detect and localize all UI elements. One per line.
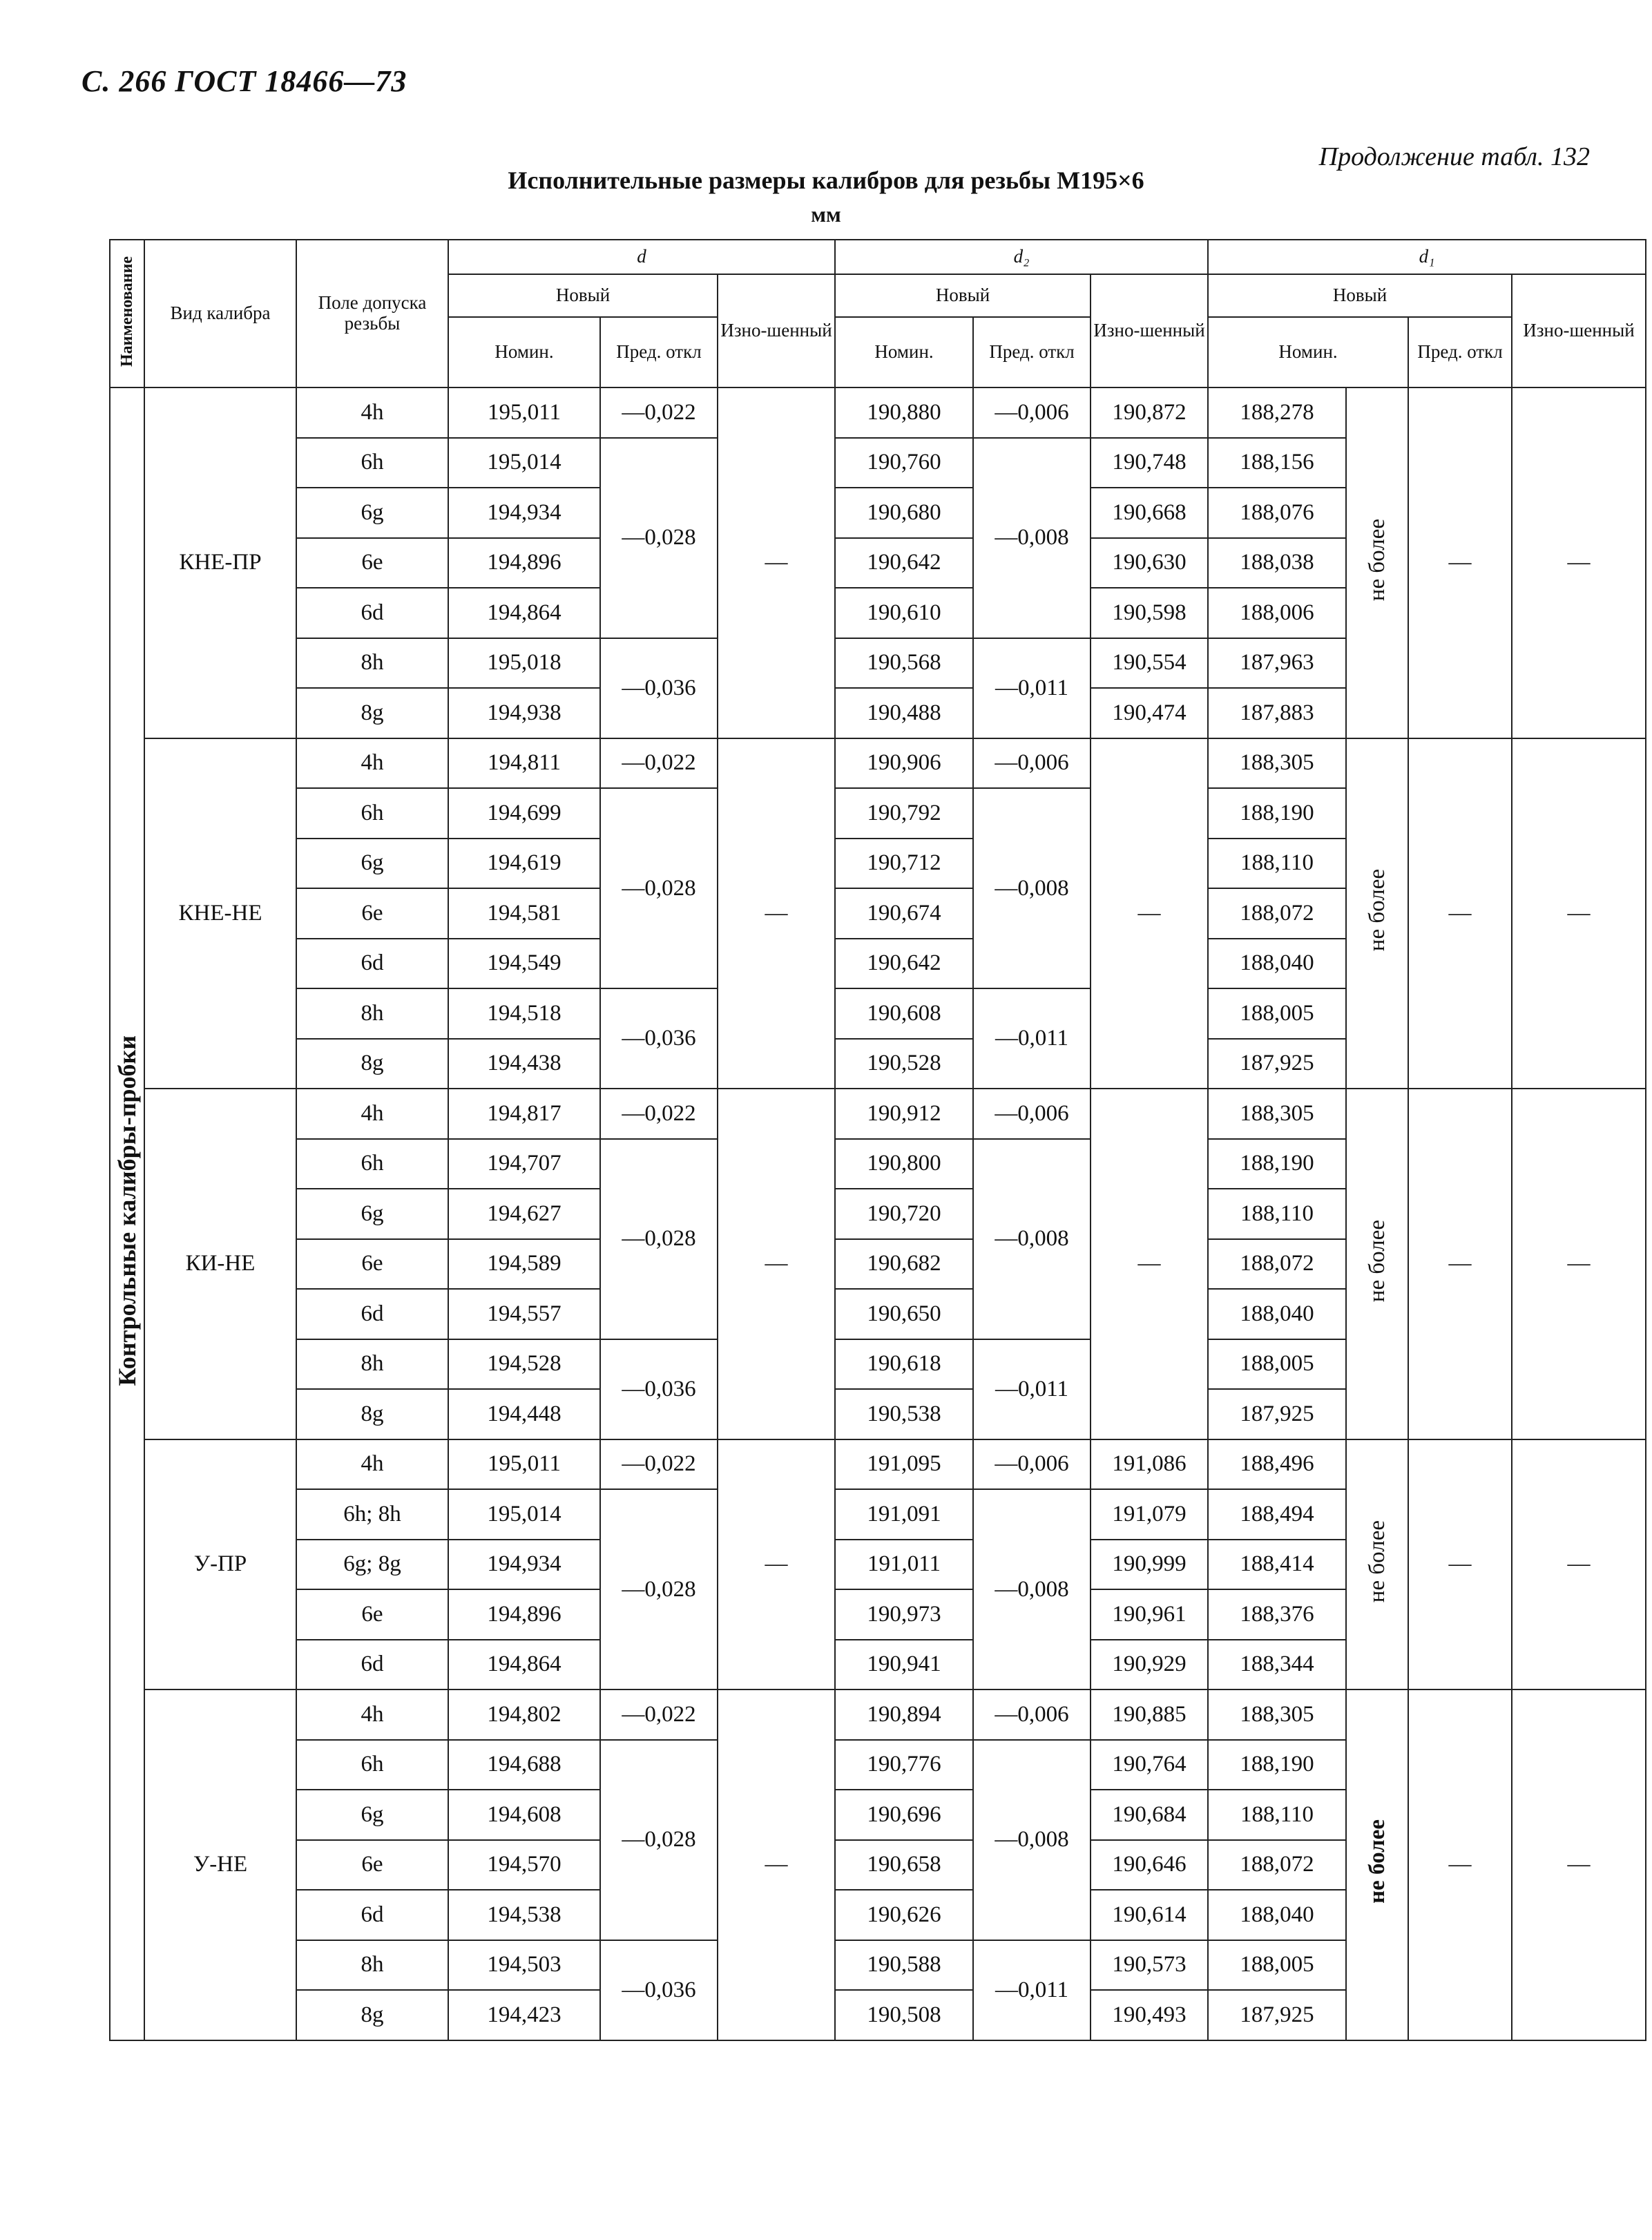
d-nominal: 194,811 xyxy=(448,738,600,789)
calibre-dimensions-table xyxy=(109,239,1646,2041)
d1-nominal: 188,006 xyxy=(1208,588,1346,638)
d2-nominal: 190,508 xyxy=(835,1990,973,2040)
d-nominal: 195,011 xyxy=(448,387,600,438)
table-title: Исполнительные размеры калибров для резьбы М195×6 xyxy=(508,166,1144,194)
d2-worn: 190,668 xyxy=(1091,488,1208,538)
d1-nominal: 188,278 xyxy=(1208,387,1346,438)
d2-worn: 190,646 xyxy=(1091,1840,1208,1890)
d1-nominal: 188,494 xyxy=(1208,1489,1346,1540)
d2-worn: 190,748 xyxy=(1091,438,1208,488)
header-d1: d₁ xyxy=(1208,240,1646,274)
d-worn: — xyxy=(718,1689,835,2040)
d1-deviation: — xyxy=(1408,1689,1512,2040)
calibre-type: КИ-НЕ xyxy=(144,1089,296,1439)
d2-worn: — xyxy=(1091,738,1208,1089)
d2-worn: 191,079 xyxy=(1091,1489,1208,1540)
d1-nominal: 188,072 xyxy=(1208,1239,1346,1290)
d2-nominal: 191,095 xyxy=(835,1439,973,1490)
tolerance-field: 6d xyxy=(296,1640,448,1690)
d-nominal: 194,503 xyxy=(448,1940,600,1991)
tolerance-field: 6e xyxy=(296,1589,448,1640)
d-worn: — xyxy=(718,1089,835,1439)
d2-worn: 190,630 xyxy=(1091,538,1208,588)
d2-nominal: 190,800 xyxy=(835,1139,973,1189)
tolerance-field: 6e xyxy=(296,1239,448,1290)
d-nominal: 194,864 xyxy=(448,1640,600,1690)
tolerance-field: 6d xyxy=(296,588,448,638)
d2-deviation: —0,006 xyxy=(973,1439,1091,1490)
d1-nominal: 188,110 xyxy=(1208,1189,1346,1239)
d2-deviation: —0,008 xyxy=(973,1489,1091,1689)
d-deviation: —0,022 xyxy=(600,1089,718,1139)
d1-nominal: 188,040 xyxy=(1208,1289,1346,1339)
d1-nominal: 188,190 xyxy=(1208,1139,1346,1189)
d-nominal: 194,549 xyxy=(448,939,600,989)
d2-nominal: 190,682 xyxy=(835,1239,973,1290)
d2-nominal: 190,941 xyxy=(835,1640,973,1690)
tolerance-field: 6g xyxy=(296,488,448,538)
d-nominal: 194,608 xyxy=(448,1790,600,1840)
d-deviation: —0,028 xyxy=(600,788,718,988)
d1-nominal: 188,005 xyxy=(1208,1940,1346,1991)
tolerance-field: 6e xyxy=(296,538,448,588)
d2-worn: 190,598 xyxy=(1091,588,1208,638)
d1-nominal: 188,190 xyxy=(1208,1740,1346,1790)
tolerance-field: 8h xyxy=(296,1940,448,1991)
header-d1-worn: Изно-шенный xyxy=(1512,274,1646,387)
d1-nominal: 188,156 xyxy=(1208,438,1346,488)
d-nominal: 194,518 xyxy=(448,988,600,1039)
ne-bolee-cell xyxy=(1346,1089,1408,1439)
d2-deviation: —0,006 xyxy=(973,1689,1091,1740)
d2-worn: 190,474 xyxy=(1091,688,1208,738)
group-label: Контрольные калибры-пробки xyxy=(113,1035,141,1386)
d1-deviation: — xyxy=(1408,1089,1512,1439)
header-d1-pred: Пред. откл xyxy=(1408,317,1512,387)
calibre-type: КНЕ-ПР xyxy=(144,387,296,738)
d2-deviation: —0,008 xyxy=(973,1740,1091,1940)
d2-nominal: 190,568 xyxy=(835,638,973,689)
header-pole-dopuska: Поле допуска резьбы xyxy=(296,240,448,387)
d1-nominal: 188,305 xyxy=(1208,1089,1346,1139)
d2-worn: 190,764 xyxy=(1091,1740,1208,1790)
d-deviation: —0,022 xyxy=(600,1689,718,1740)
d-nominal: 195,014 xyxy=(448,1489,600,1540)
d-worn: — xyxy=(718,387,835,738)
d-nominal: 195,014 xyxy=(448,438,600,488)
header-d2: d₂ xyxy=(835,240,1208,274)
tolerance-field: 6h xyxy=(296,788,448,839)
d2-worn: 190,961 xyxy=(1091,1589,1208,1640)
d2-nominal: 191,091 xyxy=(835,1489,973,1540)
d2-nominal: 190,712 xyxy=(835,839,973,889)
d2-nominal: 190,792 xyxy=(835,788,973,839)
d1-nominal: 188,344 xyxy=(1208,1640,1346,1690)
tolerance-field: 6h xyxy=(296,1139,448,1189)
d-deviation: —0,036 xyxy=(600,988,718,1089)
d2-worn: 190,929 xyxy=(1091,1640,1208,1690)
d-nominal: 194,699 xyxy=(448,788,600,839)
d-nominal: 194,938 xyxy=(448,688,600,738)
d2-nominal: 190,696 xyxy=(835,1790,973,1840)
d-nominal: 194,589 xyxy=(448,1239,600,1290)
d1-nominal: 188,110 xyxy=(1208,1790,1346,1840)
tolerance-field: 6d xyxy=(296,1890,448,1940)
ne-bolee-cell xyxy=(1346,1689,1408,2040)
d-nominal: 194,934 xyxy=(448,488,600,538)
d2-nominal: 191,011 xyxy=(835,1540,973,1590)
d-nominal: 195,018 xyxy=(448,638,600,689)
d1-nominal: 188,040 xyxy=(1208,1890,1346,1940)
d2-nominal: 190,528 xyxy=(835,1039,973,1089)
d1-nominal: 187,963 xyxy=(1208,638,1346,689)
d-nominal: 194,581 xyxy=(448,888,600,939)
tolerance-field: 6e xyxy=(296,1840,448,1890)
header-naimenovanie: Наименование xyxy=(110,240,144,387)
d1-deviation: — xyxy=(1408,738,1512,1089)
tolerance-field: 8g xyxy=(296,1039,448,1089)
tolerance-field: 6d xyxy=(296,939,448,989)
tolerance-field: 6g; 8g xyxy=(296,1540,448,1590)
tolerance-field: 6g xyxy=(296,1189,448,1239)
d-nominal: 194,707 xyxy=(448,1139,600,1189)
d2-worn: 190,573 xyxy=(1091,1940,1208,1991)
tolerance-field: 6g xyxy=(296,1790,448,1840)
tolerance-field: 8g xyxy=(296,1389,448,1439)
d2-nominal: 190,488 xyxy=(835,688,973,738)
d2-deviation: —0,006 xyxy=(973,738,1091,789)
d2-worn: — xyxy=(1091,1089,1208,1439)
d-nominal: 194,528 xyxy=(448,1339,600,1390)
header-d-pred: Пред. откл xyxy=(600,317,718,387)
d1-nominal: 188,414 xyxy=(1208,1540,1346,1590)
tolerance-field: 6h xyxy=(296,1740,448,1790)
tolerance-field: 4h xyxy=(296,1089,448,1139)
d2-nominal: 190,626 xyxy=(835,1890,973,1940)
d-deviation: —0,022 xyxy=(600,387,718,438)
d2-nominal: 190,880 xyxy=(835,387,973,438)
d2-worn: 190,885 xyxy=(1091,1689,1208,1740)
d2-worn: 190,684 xyxy=(1091,1790,1208,1840)
header-d1-novyi: Новый xyxy=(1208,274,1512,317)
tolerance-field: 6d xyxy=(296,1289,448,1339)
tolerance-field: 4h xyxy=(296,1439,448,1490)
d2-worn: 190,493 xyxy=(1091,1990,1208,2040)
ne-bolee-note: не более xyxy=(1364,1819,1390,1904)
d-nominal: 194,448 xyxy=(448,1389,600,1439)
d2-nominal: 190,618 xyxy=(835,1339,973,1390)
d2-nominal: 190,680 xyxy=(835,488,973,538)
d2-deviation: —0,008 xyxy=(973,438,1091,638)
d2-nominal: 190,973 xyxy=(835,1589,973,1640)
d1-nominal: 188,005 xyxy=(1208,1339,1346,1390)
header-d1-nomin: Номин. xyxy=(1208,317,1408,387)
ne-bolee-cell xyxy=(1346,738,1408,1089)
d2-deviation: —0,006 xyxy=(973,1089,1091,1139)
d2-nominal: 190,720 xyxy=(835,1189,973,1239)
tolerance-field: 4h xyxy=(296,738,448,789)
d2-worn: 190,614 xyxy=(1091,1890,1208,1940)
d2-nominal: 190,650 xyxy=(835,1289,973,1339)
d2-worn: 190,999 xyxy=(1091,1540,1208,1590)
d2-deviation: —0,011 xyxy=(973,1940,1091,2040)
d1-nominal: 188,005 xyxy=(1208,988,1346,1039)
d1-worn: — xyxy=(1512,738,1646,1089)
ne-bolee-note: не более xyxy=(1364,518,1390,601)
d2-nominal: 190,642 xyxy=(835,939,973,989)
d1-worn: — xyxy=(1512,1439,1646,1690)
d2-nominal: 190,894 xyxy=(835,1689,973,1740)
d2-nominal: 190,608 xyxy=(835,988,973,1039)
d2-deviation: —0,011 xyxy=(973,988,1091,1089)
d2-nominal: 190,906 xyxy=(835,738,973,789)
d-deviation: —0,036 xyxy=(600,1940,718,2040)
d1-nominal: 187,925 xyxy=(1208,1990,1346,2040)
d-worn: — xyxy=(718,738,835,1089)
d2-nominal: 190,658 xyxy=(835,1840,973,1890)
d-deviation: —0,022 xyxy=(600,1439,718,1490)
table-unit: мм xyxy=(811,202,841,227)
d1-nominal: 188,072 xyxy=(1208,888,1346,939)
d-deviation: —0,036 xyxy=(600,1339,718,1439)
d1-nominal: 187,883 xyxy=(1208,688,1346,738)
tolerance-field: 4h xyxy=(296,1689,448,1740)
ne-bolee-cell xyxy=(1346,1439,1408,1690)
tolerance-field: 8h xyxy=(296,1339,448,1390)
d-nominal: 194,896 xyxy=(448,1589,600,1640)
d-nominal: 194,896 xyxy=(448,538,600,588)
calibre-type: КНЕ-НЕ xyxy=(144,738,296,1089)
d1-nominal: 188,038 xyxy=(1208,538,1346,588)
d-worn: — xyxy=(718,1439,835,1690)
ne-bolee-note: не более xyxy=(1364,1219,1390,1302)
d2-deviation: —0,011 xyxy=(973,1339,1091,1439)
d-nominal: 194,802 xyxy=(448,1689,600,1740)
d-deviation: —0,028 xyxy=(600,1489,718,1689)
d2-nominal: 190,912 xyxy=(835,1089,973,1139)
d-nominal: 194,864 xyxy=(448,588,600,638)
header-d2-pred: Пред. откл xyxy=(973,317,1091,387)
d2-nominal: 190,610 xyxy=(835,588,973,638)
d-nominal: 194,619 xyxy=(448,839,600,889)
tolerance-field: 6g xyxy=(296,839,448,889)
d1-nominal: 188,076 xyxy=(1208,488,1346,538)
header-d: d xyxy=(448,240,835,274)
d1-nominal: 188,072 xyxy=(1208,1840,1346,1890)
d2-deviation: —0,011 xyxy=(973,638,1091,738)
d2-worn: 190,872 xyxy=(1091,387,1208,438)
continuation-note: Продолжение табл. 132 xyxy=(1318,142,1590,171)
header-d2-worn: Изно-шенный xyxy=(1091,274,1208,387)
d1-nominal: 188,376 xyxy=(1208,1589,1346,1640)
d1-deviation: — xyxy=(1408,387,1512,738)
d2-worn: 191,086 xyxy=(1091,1439,1208,1490)
d-nominal: 195,011 xyxy=(448,1439,600,1490)
d1-nominal: 188,040 xyxy=(1208,939,1346,989)
header-vid-kalibra: Вид калибра xyxy=(144,240,296,387)
d1-worn: — xyxy=(1512,1689,1646,2040)
page-header: С. 266 ГОСТ 18466—73 xyxy=(81,64,407,98)
d1-deviation: — xyxy=(1408,1439,1512,1690)
d-nominal: 194,538 xyxy=(448,1890,600,1940)
d-nominal: 194,688 xyxy=(448,1740,600,1790)
tolerance-field: 4h xyxy=(296,387,448,438)
header-d-novyi: Новый xyxy=(448,274,718,317)
d2-nominal: 190,588 xyxy=(835,1940,973,1991)
calibre-type: У-НЕ xyxy=(144,1689,296,2040)
d2-worn: 190,554 xyxy=(1091,638,1208,689)
d2-nominal: 190,760 xyxy=(835,438,973,488)
d2-nominal: 190,538 xyxy=(835,1389,973,1439)
header-d-nomin: Номин. xyxy=(448,317,600,387)
tolerance-field: 8g xyxy=(296,688,448,738)
header-d-worn: Изно-шенный xyxy=(718,274,835,387)
d-nominal: 194,438 xyxy=(448,1039,600,1089)
d1-nominal: 187,925 xyxy=(1208,1389,1346,1439)
d-nominal: 194,557 xyxy=(448,1289,600,1339)
d1-nominal: 188,190 xyxy=(1208,788,1346,839)
tolerance-field: 6h; 8h xyxy=(296,1489,448,1540)
tolerance-field: 8h xyxy=(296,988,448,1039)
d2-nominal: 190,642 xyxy=(835,538,973,588)
d2-nominal: 190,776 xyxy=(835,1740,973,1790)
d1-nominal: 188,110 xyxy=(1208,839,1346,889)
d1-worn: — xyxy=(1512,387,1646,738)
tolerance-field: 6e xyxy=(296,888,448,939)
d2-deviation: —0,008 xyxy=(973,788,1091,988)
d1-nominal: 188,305 xyxy=(1208,738,1346,789)
d-deviation: —0,028 xyxy=(600,1740,718,1940)
d-deviation: —0,022 xyxy=(600,738,718,789)
d-deviation: —0,036 xyxy=(600,638,718,738)
group-label-cell xyxy=(110,387,144,2040)
d2-deviation: —0,006 xyxy=(973,387,1091,438)
ne-bolee-note: не более xyxy=(1364,869,1390,952)
d1-nominal: 187,925 xyxy=(1208,1039,1346,1089)
tolerance-field: 8h xyxy=(296,638,448,689)
d2-nominal: 190,674 xyxy=(835,888,973,939)
d2-deviation: —0,008 xyxy=(973,1139,1091,1339)
ne-bolee-cell xyxy=(1346,387,1408,738)
calibre-type: У-ПР xyxy=(144,1439,296,1690)
d-nominal: 194,423 xyxy=(448,1990,600,2040)
d-nominal: 194,817 xyxy=(448,1089,600,1139)
header-d2-novyi: Новый xyxy=(835,274,1091,317)
tolerance-field: 6h xyxy=(296,438,448,488)
tolerance-field: 8g xyxy=(296,1990,448,2040)
d-nominal: 194,627 xyxy=(448,1189,600,1239)
d-nominal: 194,934 xyxy=(448,1540,600,1590)
d1-nominal: 188,496 xyxy=(1208,1439,1346,1490)
d-deviation: —0,028 xyxy=(600,438,718,638)
d1-nominal: 188,305 xyxy=(1208,1689,1346,1740)
ne-bolee-note: не более xyxy=(1364,1520,1390,1602)
d-deviation: —0,028 xyxy=(600,1139,718,1339)
header-d2-nomin: Номин. xyxy=(835,317,973,387)
d1-worn: — xyxy=(1512,1089,1646,1439)
d-nominal: 194,570 xyxy=(448,1840,600,1890)
